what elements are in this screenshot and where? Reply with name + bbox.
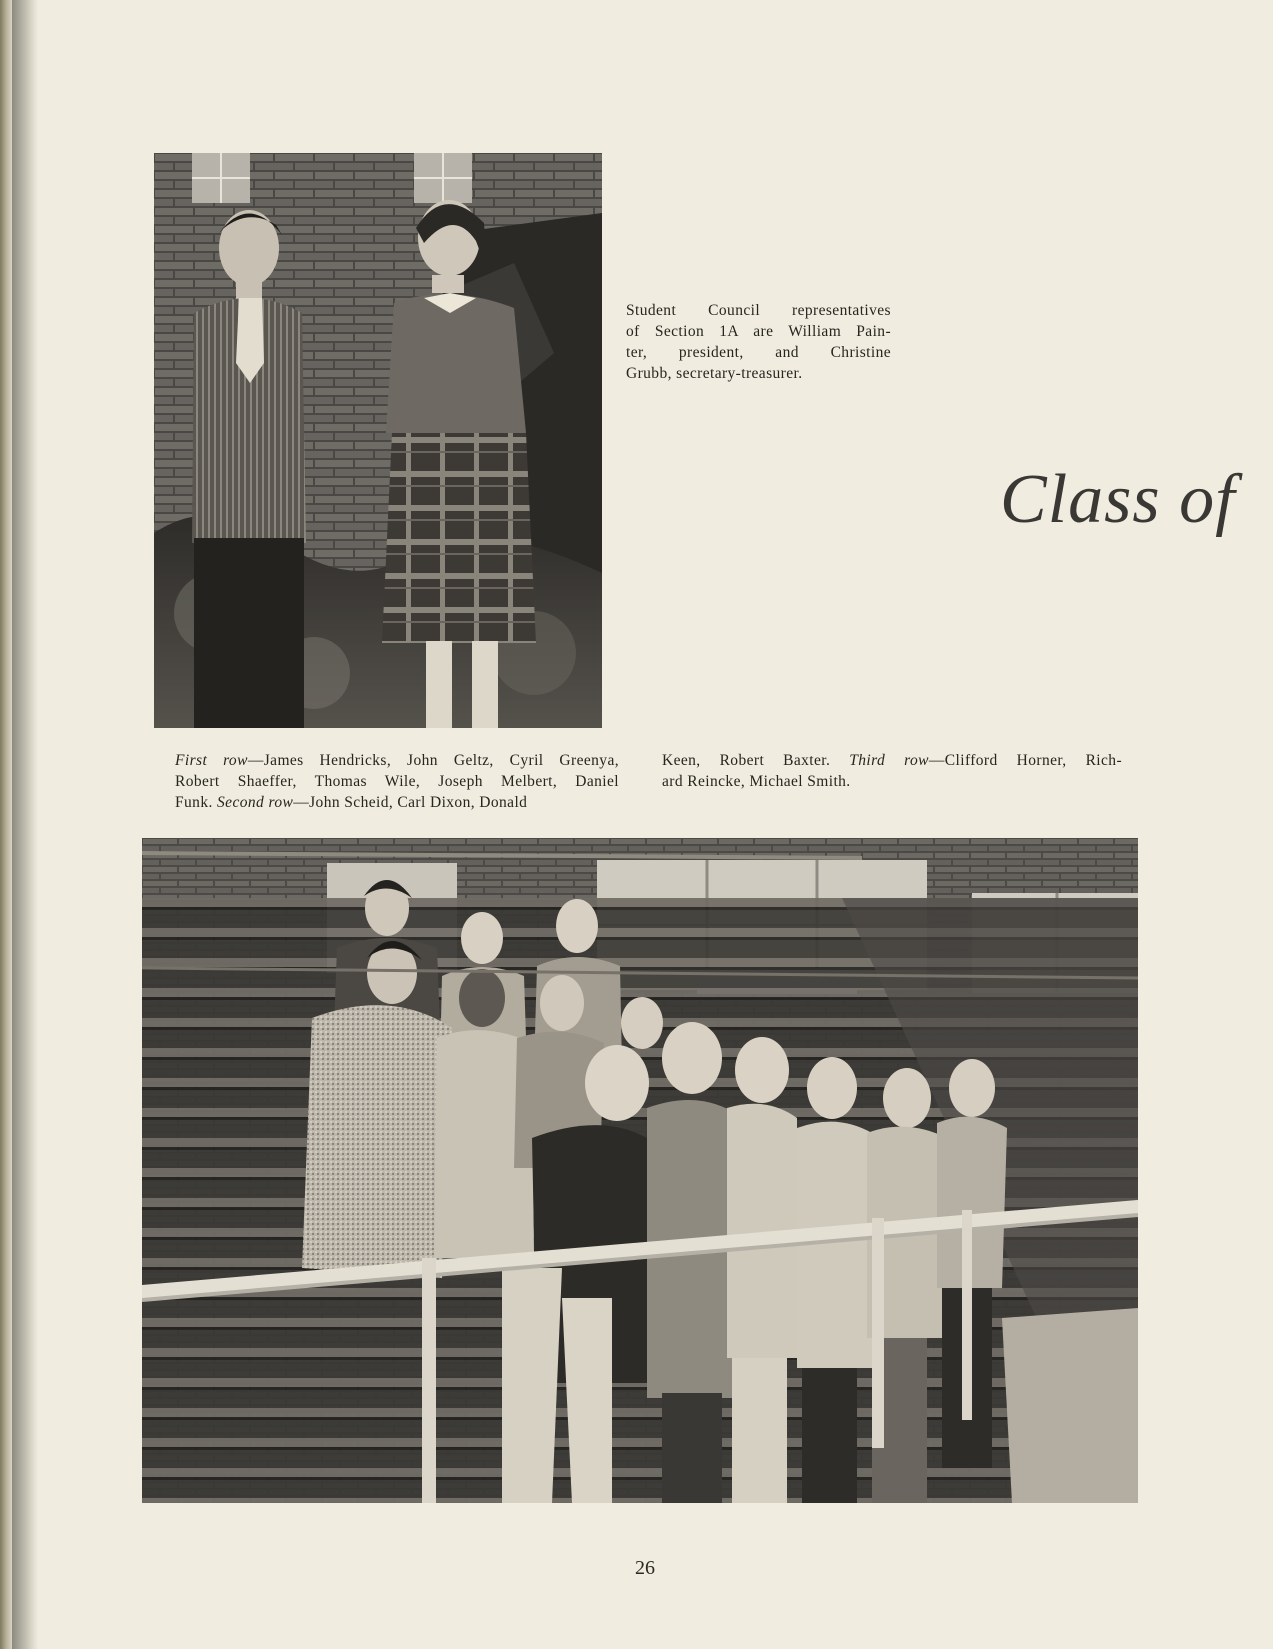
student-council-photo-art [154, 153, 602, 728]
council-caption-line: Grubb, secretary-treasurer. [626, 365, 803, 382]
second-row-names-end: Keen, Robert Baxter. [662, 752, 850, 769]
student-council-caption [626, 300, 891, 384]
third-row-names: —Clifford Horner, Rich- [928, 752, 1123, 769]
council-caption-line: Student Council representatives [626, 302, 891, 319]
group-caption-right-column [662, 750, 1122, 792]
student-council-photo [154, 153, 602, 728]
class-group-photo-art [142, 838, 1138, 1503]
class-group-photo [142, 838, 1138, 1503]
group-caption-line [175, 792, 619, 813]
third-row-label: Third row [849, 752, 929, 769]
class-heading: Class of [1000, 461, 1236, 538]
second-row-label: Second row [217, 794, 294, 811]
first-row-names-end: Funk. [175, 794, 218, 811]
group-caption-line: Robert Shaeffer, Thomas Wile, Joseph Melbert, Daniel [175, 773, 619, 790]
first-row-names: —James Hendricks, John Geltz, Cyril Greenya, [247, 752, 619, 769]
group-caption-line [662, 750, 1122, 771]
second-row-names: —John Scheid, Carl Dixon, Donald [293, 794, 528, 811]
group-caption-left-column [175, 750, 619, 813]
group-caption-line: ard Reincke, Michael Smith. [662, 773, 851, 790]
binding-edge [0, 0, 12, 1649]
first-row-label: First row [175, 752, 248, 769]
group-caption-line [175, 750, 619, 771]
council-caption-line: ter, president, and Christine [626, 344, 891, 361]
gutter-shadow [12, 0, 38, 1649]
page-number: 26 [635, 1557, 655, 1579]
council-caption-line: of Section 1A are William Pain- [626, 323, 891, 340]
